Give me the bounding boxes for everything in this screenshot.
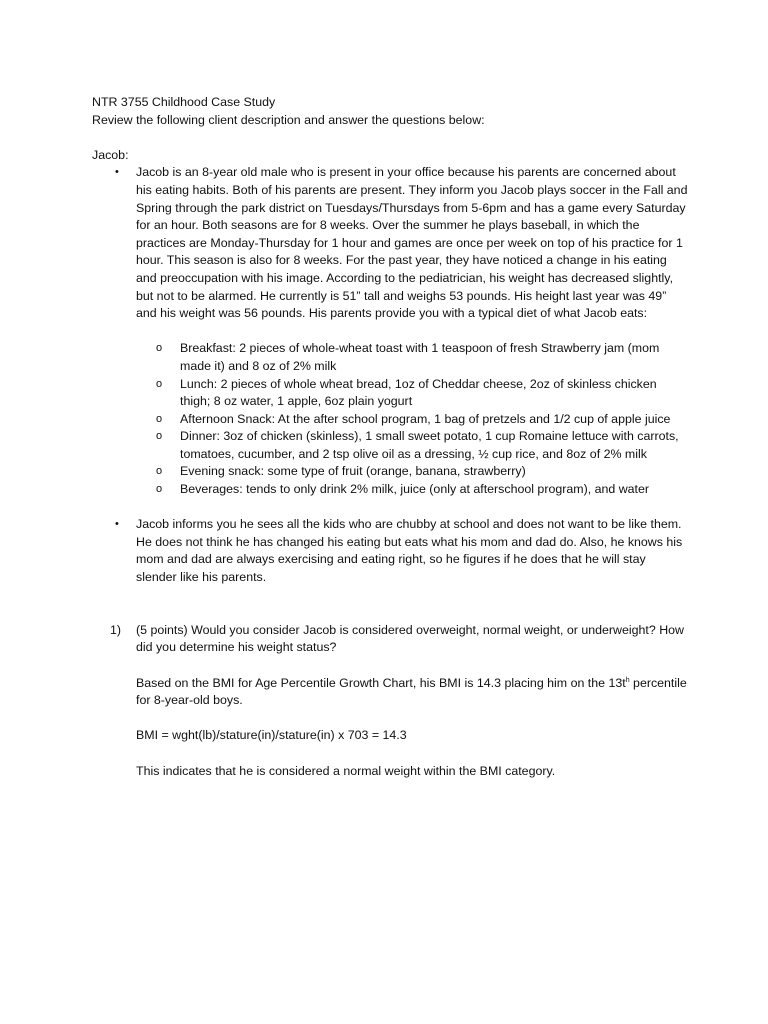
client-statement: Jacob informs you he sees all the kids who are chubby at school and does not want to be like them. He does not think he has changed his eating but eats what his mom and dad do. Also, he knows his mom and dad are always exercising and eating right, so he figures if he does that he will stay slender like his parents. [136, 517, 683, 585]
answer-part1: Based on the BMI for Age Percentile Growth Chart, his BMI is 14.3 placing him on the 13t [136, 675, 626, 690]
diet-item-text: Lunch: 2 pieces of whole wheat bread, 1oz of Cheddar cheese, 2oz of skinless chicken thigh; 8 oz water, 1 apple, 6oz plain yogurt [180, 376, 657, 409]
bullet-icon: • [115, 166, 119, 179]
diet-item-text: Beverages: tends to only drink 2% milk, juice (only at afterschool program), and water [180, 482, 649, 497]
circle-bullet-icon: o [156, 377, 163, 390]
diet-item-beverages [156, 481, 688, 499]
spacer [92, 604, 688, 622]
instructions-text: Review the following client description and answer the questions below: [92, 112, 485, 127]
diet-item-dinner [156, 428, 688, 463]
document-title: NTR 3755 Childhood Case Study [92, 95, 276, 109]
spacer [92, 129, 688, 147]
question-1 [92, 622, 688, 780]
question-text: (5 points) Would you consider Jacob is considered overweight, normal weight, or underweight? How did you determine his weight status? [136, 622, 684, 655]
client-name-label: Jacob: [92, 147, 129, 162]
circle-bullet-icon: o [156, 483, 163, 496]
client-statement-item [92, 516, 688, 586]
circle-bullet-icon: o [156, 430, 163, 443]
diet-list [92, 340, 688, 498]
client-description: Jacob is an 8-year old male who is present in your office because his parents are concerned about his eating habits. Both of his parents are present. They inform you Jacob plays soccer in the Fall and Spring through the park district on Tuesdays/Thursdays from 5-6pm and has a game every Saturday for an hour. Both seasons are for 8 weeks. Over the summer he plays baseball, in which the practices are Monday-Thursday for 1 hour and games are once per week on top of his practice for 1 hour. This season is also for 8 weeks. For the past year, they have noticed a change in his eating and preoccupation with his image. According to the pediatrician, his weight has decreased slightly, but not to be alarmed. He currently is 51” tall and weighs 53 pounds. His height last year was 49” and his weight was 56 pounds. His parents provide you with a typical diet of what Jacob eats: [136, 165, 688, 321]
diet-item-breakfast [156, 340, 688, 375]
diet-item-lunch [156, 376, 688, 411]
diet-item-text: Dinner: 3oz of chicken (skinless), 1 small sweet potato, 1 cup Romaine lettuce with carrots, tomatoes, cucumber, and 2 tsp olive oil as a dressing, ½ cup rice, and 8oz of 2% milk [180, 429, 679, 461]
bmi-formula: BMI = wght(lb)/stature(in)/stature(in) x 703 = 14.3 [136, 728, 407, 743]
circle-bullet-icon: o [156, 342, 163, 355]
spacer [136, 745, 688, 763]
diet-item-afternoon-snack [156, 411, 688, 429]
document-content [92, 94, 688, 780]
circle-bullet-icon: o [156, 465, 163, 478]
diet-item-text: Evening snack: some type of fruit (orange, banana, strawberry) [180, 464, 526, 479]
diet-item-evening-snack [156, 463, 688, 481]
spacer [92, 587, 688, 605]
spacer [136, 657, 688, 675]
answer-superscript: h [625, 676, 630, 684]
client-description-item [92, 164, 688, 322]
circle-bullet-icon: o [156, 412, 163, 425]
answer-text [136, 675, 688, 710]
question-number: 1) [110, 622, 122, 637]
diet-item-text: Breakfast: 2 pieces of whole-wheat toast with 1 teaspoon of fresh Strawberry jam (mom made it) and 8 oz of 2% milk [180, 341, 660, 373]
diet-item-text: Afternoon Snack: At the after school program, 1 bag of pretzels and 1/2 cup of apple juice [180, 411, 671, 426]
bullet-icon: • [115, 518, 119, 531]
answer-part2: percentile for 8-year-old boys. [136, 675, 687, 708]
spacer [136, 710, 688, 728]
answer-conclusion: This indicates that he is considered a normal weight within the BMI category. [136, 763, 556, 778]
